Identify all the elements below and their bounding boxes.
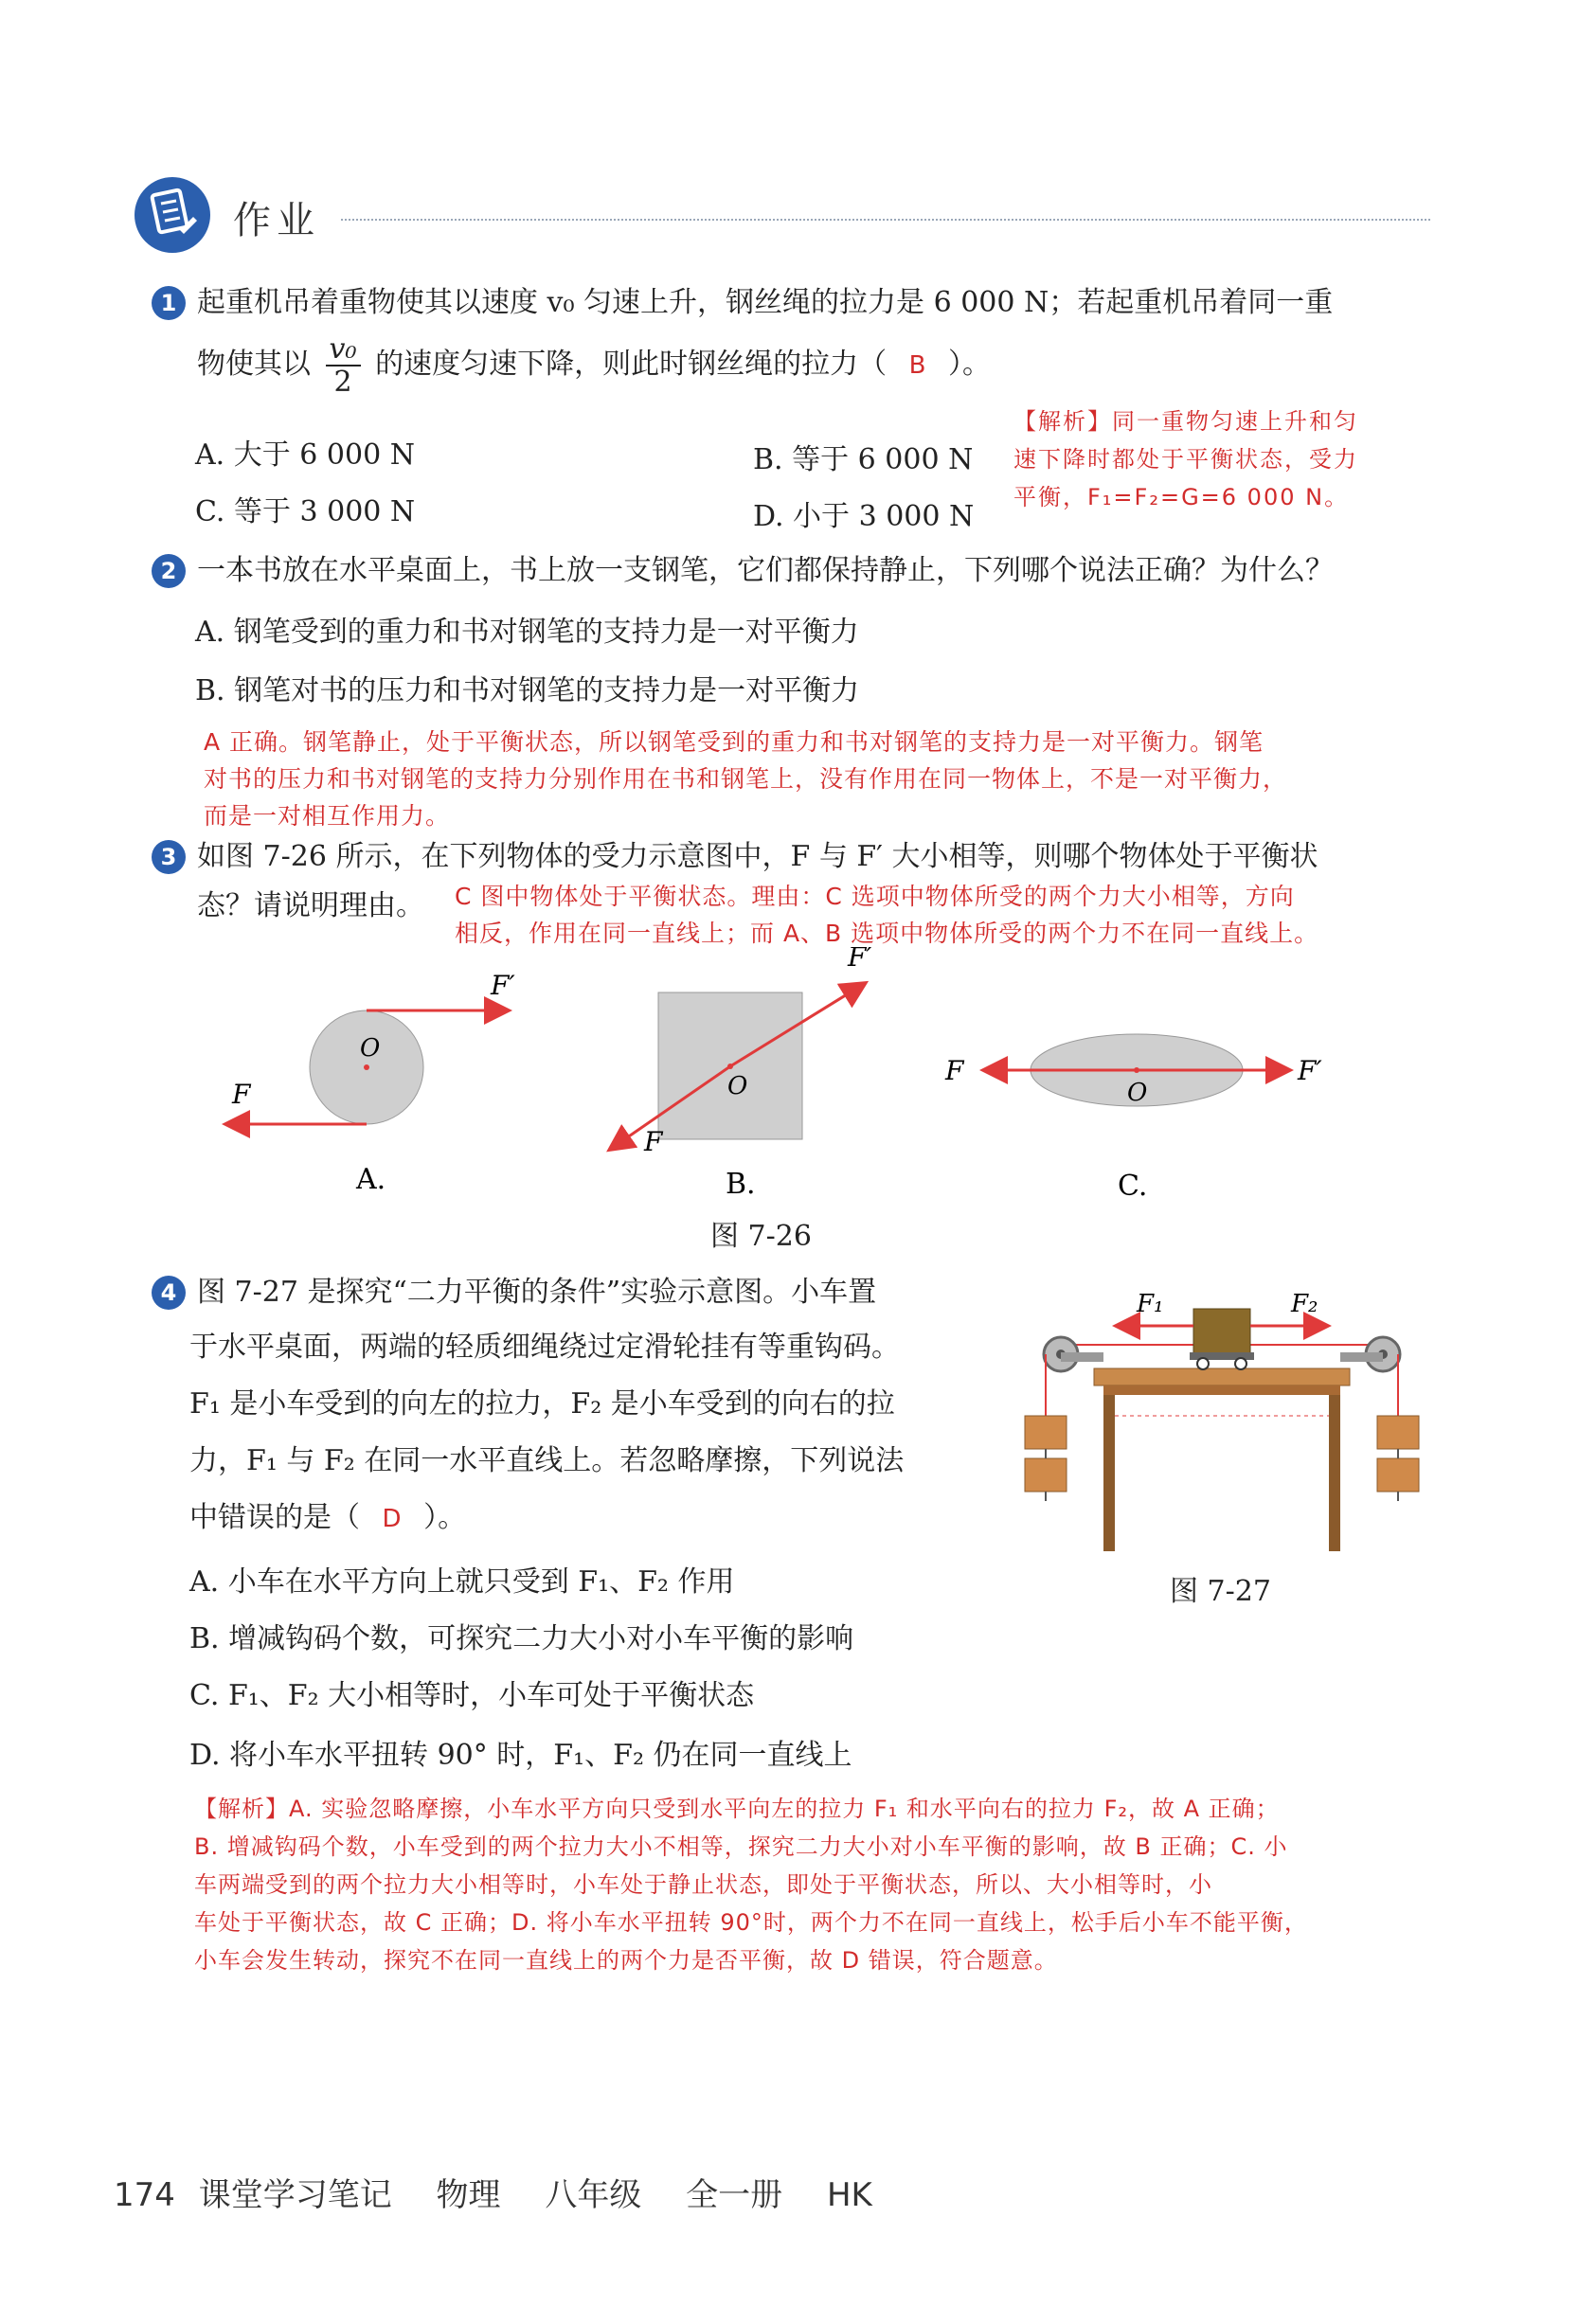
stem-text: 的速度匀速下降，则此时钢丝绳的拉力（ [375, 348, 888, 381]
question-stem-line: 力，F₁ 与 F₂ 在同一水平直线上。若忽略摩擦，下列说法 [189, 1444, 905, 1477]
book-title: 课堂学习笔记 [198, 2176, 392, 2214]
center-label: O [360, 1034, 381, 1063]
figure-caption: 图 7-26 [710, 1220, 812, 1253]
question-number: 1 [152, 286, 186, 320]
homework-icon [133, 175, 212, 255]
force-label-f2: F₂ [1291, 1290, 1318, 1318]
section-title: 作业 [233, 199, 320, 242]
analysis-line: 速下降时都处于平衡状态，受力 [1013, 446, 1358, 473]
diagram-b [611, 947, 872, 1201]
answer-line: C 图中物体处于平衡状态。理由：C 选项中物体所受的两个力大小相等，方向 [455, 883, 1295, 910]
analysis [1013, 402, 1358, 516]
option: A. 大于 6 000 N [195, 438, 415, 472]
question-stem-line2: 态？请说明理由。 [197, 889, 424, 922]
option: D. 小于 3 000 N [753, 500, 975, 533]
force-label: F′ [848, 947, 872, 973]
question-stem-line: 起重机吊着重物使其以速度 v₀ 匀速上升，钢丝绳的拉力是 6 000 N；若起重机吊着同一重 [197, 286, 1334, 319]
stem-text: 物使其以 [197, 348, 311, 381]
center-label: O [727, 1072, 748, 1100]
stem-text: ）。 [948, 348, 992, 381]
section-divider [341, 219, 1430, 221]
fraction [326, 333, 361, 398]
diagram-label: C. [1118, 1170, 1148, 1203]
question-number: 3 [152, 840, 186, 874]
stem-text: ）。 [423, 1501, 467, 1534]
option: C. F₁、F₂ 大小相等时，小车可处于平衡状态 [189, 1679, 755, 1712]
stem-text: 中错误的是（ [189, 1501, 360, 1534]
option: B. 钢笔对书的压力和书对钢笔的支持力是一对平衡力 [195, 674, 860, 707]
answer-line: 相反，作用在同一直线上；而 A、B 选项中物体所受的两个力不在同一直线上。 [455, 919, 1319, 947]
answer [204, 724, 1287, 834]
analysis [194, 1790, 1308, 1979]
force-label: F′ [491, 970, 515, 1001]
edition: HK [826, 2176, 872, 2214]
answer-line: 而是一对相互作用力。 [204, 801, 451, 830]
answer: B [908, 351, 926, 380]
fraction-denominator: 2 [333, 366, 352, 399]
figure-7-26 [189, 947, 1326, 1222]
analysis-line: 【解析】同一重物匀速上升和匀 [1013, 408, 1358, 435]
question-number: 2 [152, 554, 186, 588]
question-stem-line: 图 7-27 是探究“二力平衡的条件”实验示意图。小车置 [197, 1276, 877, 1309]
center-label: O [1127, 1079, 1148, 1107]
question-stem-line [189, 1499, 466, 1538]
analysis-line: 车两端受到的两个拉力大小相等时，小车处于静止状态，即处于平衡状态，所以、大小相等时，小 [194, 1871, 1212, 1898]
force-label-f1: F₁ [1137, 1290, 1164, 1318]
analysis-line: 小车会发生转动，探究不在同一直线上的两个力是否平衡，故 D 错误，符合题意。 [194, 1947, 1058, 1974]
answer: D [382, 1505, 402, 1533]
answer-line: A 正确。钢笔静止，处于平衡状态，所以钢笔受到的重力和书对钢笔的支持力是一对平衡力。钢笔 [204, 728, 1264, 756]
figure-caption: 图 7-27 [1170, 1575, 1271, 1608]
diagram-c [944, 1034, 1322, 1203]
question-stem-line: 如图 7-26 所示，在下列物体的受力示意图中，F 与 F′ 大小相等，则哪个物体处于平衡状 [197, 840, 1318, 873]
diagram-label: A. [356, 1163, 386, 1196]
answer [455, 879, 1318, 953]
grade: 八年级 [545, 2176, 642, 2214]
option: D. 将小车水平扭转 90° 时，F₁、F₂ 仍在同一直线上 [189, 1739, 852, 1772]
option: A. 小车在水平方向上就只受到 F₁、F₂ 作用 [189, 1565, 735, 1599]
section-header [133, 175, 1430, 260]
force-label: F′ [1298, 1055, 1322, 1086]
analysis-line: B. 增减钩码个数，小车受到的两个拉力大小不相等，探究二力大小对小车平衡的影响，故 B 正确；C. 小 [194, 1833, 1288, 1860]
force-label: F [644, 1126, 663, 1157]
question-stem-line2 [197, 333, 991, 398]
figure-7-27 [1023, 1269, 1421, 1553]
option: B. 增减钩码个数，可探究二力大小对小车平衡的影响 [189, 1622, 854, 1655]
force-label: F [232, 1079, 251, 1110]
subject: 物理 [436, 2176, 501, 2214]
answer-line: 对书的压力和书对钢笔的支持力分别作用在书和钢笔上，没有作用在同一物体上，不是一对平衡力， [204, 764, 1288, 793]
volume: 全一册 [686, 2176, 783, 2214]
diagram-label: B. [726, 1168, 756, 1201]
option: A. 钢笔受到的重力和书对钢笔的支持力是一对平衡力 [195, 616, 859, 649]
question-stem-line: F₁ 是小车受到的向左的拉力，F₂ 是小车受到的向右的拉 [189, 1387, 895, 1421]
question-stem-line: 于水平桌面，两端的轻质细绳绕过定滑轮挂有等重钩码。 [189, 1331, 900, 1364]
page-number: 174 [114, 2176, 175, 2214]
option: C. 等于 3 000 N [195, 495, 416, 528]
force-label: F [945, 1055, 964, 1086]
diagram-a [227, 970, 515, 1196]
analysis-line: 【解析】A. 实验忽略摩擦，小车水平方向只受到水平向左的拉力 F₁ 和水平向右的拉力 F₂，故 A 正确； [194, 1796, 1280, 1822]
footer [114, 2169, 872, 2215]
analysis-line: 平衡，F₁=F₂=G=6 000 N。 [1013, 484, 1350, 510]
question-number: 4 [152, 1276, 186, 1310]
question-stem: 一本书放在水平桌面上，书上放一支钢笔，它们都保持静止，下列哪个说法正确？为什么？ [197, 554, 1334, 587]
fraction-numerator: v₀ [326, 333, 361, 366]
option: B. 等于 6 000 N [753, 443, 974, 476]
analysis-line: 车处于平衡状态，故 C 正确；D. 将小车水平扭转 90°时，两个力不在同一直线上，松手后小车不能平衡， [194, 1909, 1308, 1936]
